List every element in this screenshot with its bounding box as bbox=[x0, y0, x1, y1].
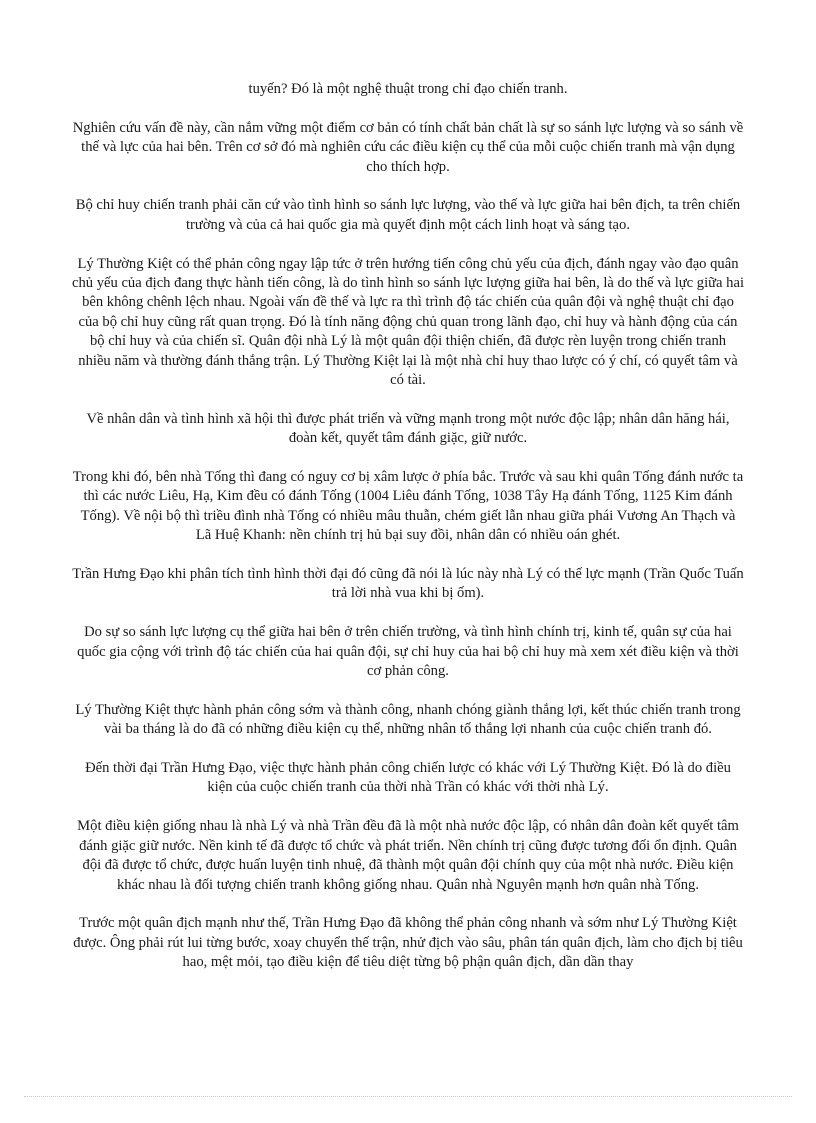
paragraph: Bộ chỉ huy chiến tranh phải căn cứ vào tình hình so sánh lực lượng, vào thế và lực giữa hai bên địch, ta trên chiến trường và của cả hai quốc gia mà quyết định một cách linh hoạt và sáng tạo. bbox=[75, 197, 741, 233]
page-bottom-dotted-rule bbox=[24, 1096, 792, 1097]
paragraph: Nghiên cứu vấn đề này, cần nắm vững một điểm cơ bản có tính chất bản chất là sự so sánh lực lượng và so sánh về thế và lực của hai bên. Trên cơ sở đó mà nghiên cứu các điều kiện cụ thể của mỗi cuộc chiến tranh mà vận dụng cho thích hợp. bbox=[72, 119, 744, 175]
document-body bbox=[72, 80, 744, 992]
paragraph: Trước một quân địch mạnh như thế, Trần Hưng Đạo đã không thể phản công nhanh và sớm như Lý Thường Kiệt được. Ông phải rút lui từng bước, xoay chuyển thế trận, nhử địch vào sâu, phân tán quân địch, làm cho địch bị tiêu hao, mệt mỏi, tạo điều kiện để tiêu diệt từng bộ phận quân địch, dần dần thay bbox=[73, 915, 743, 971]
paragraph: Lý Thường Kiệt thực hành phản công sớm và thành công, nhanh chóng giành thắng lợi, kết thúc chiến tranh trong vài ba tháng là do đã có những điều kiện cụ thể, những nhân tố thắng lợi nhanh của cuộc chiến tranh đó. bbox=[75, 701, 741, 738]
paragraph: Lý Thường Kiệt có thể phản công ngay lập tức ở trên hướng tiến công chủ yếu của địch, đánh ngay vào đạo quân chủ yếu của địch đang thực hành tiến công, là do tình hình so sánh lực lượng giữa hai bên, là do thế và lực giữa hai bên không chênh lệch nhau. Ngoài vấn đề thế và lực ra thì trình độ tác chiến của quân đội và nghệ thuật chỉ đạo của bộ chỉ huy cũng rất quan trọng. Đó là tính năng động chủ quan trong lãnh đạo, chỉ huy và hành động của cán bộ chỉ huy và của chiến sĩ. Quân đội nhà Lý là một quân đội thiện chiến, đã được rèn luyện trong chiến tranh nhiều năm và thường đánh thắng trận. Lý Thường Kiệt lại là một nhà chỉ huy thao lược có ý chí, có quyết tâm và có tài. bbox=[72, 255, 744, 389]
paragraph: Một điều kiện giống nhau là nhà Lý và nhà Trần đều đã là một nhà nước độc lập, có nhân dân đoàn kết quyết tâm đánh giặc giữ nước. Nền kinh tế đã được tổ chức và phát triển. Nền chính trị cũng được tương đối ổn định. Quân đội đã được tổ chức, được huấn luyện tinh nhuệ, đã thành một quân đội chính quy của một nhà nước. Điều kiện khác nhau là đối tượng chiến tranh không giống nhau. Quân nhà Nguyên mạnh hơn quân nhà Tống. bbox=[77, 818, 739, 893]
paragraph: tuyến? Đó là một nghệ thuật trong chỉ đạo chiến tranh. bbox=[248, 81, 568, 97]
paragraph: Về nhân dân và tình hình xã hội thì được phát triển và vững mạnh trong một nước độc lập; nhân dân hăng hái, đoàn kết, quyết tâm đánh giặc, giữ nước. bbox=[86, 410, 730, 447]
paragraph: Trong khi đó, bên nhà Tống thì đang có nguy cơ bị xâm lược ở phía bắc. Trước và sau khi quân Tống đánh nước ta thì các nước Liêu, Hạ, Kim đều có đánh Tống (1004 Liêu đánh Tống, 1038 Tây Hạ đánh Tống, 1125 Kim đánh Tống). Về nội bộ thì triều đình nhà Tống có nhiều mâu thuẫn, chém giết lẫn nhau giữa phái Vương An Thạch và Lã Huệ Khanh: nền chính trị hủ bại suy đồi, nhân dân có nhiều oán ghét. bbox=[72, 469, 744, 544]
paragraph: Đến thời đại Trần Hưng Đạo, việc thực hành phản công chiến lược có khác với Lý Thường Kiệt. Đó là do điều kiện của cuộc chiến tranh của thời nhà Trần có khác với thời nhà Lý. bbox=[85, 760, 731, 796]
paragraph: Do sự so sánh lực lượng cụ thể giữa hai bên ở trên chiến trường, và tình hình chính trị, kinh tế, quân sự của hai quốc gia cộng với trình độ tác chiến của hai quân đội, sự chỉ huy của hai bộ chỉ huy mà xem xét điều kiện và thời cơ phản công. bbox=[77, 624, 739, 680]
paragraph: Trần Hưng Đạo khi phân tích tình hình thời đại đó cũng đã nói là lúc này nhà Lý có thế lực mạnh (Trần Quốc Tuấn trả lời nhà vua khi bị ốm). bbox=[72, 566, 744, 602]
